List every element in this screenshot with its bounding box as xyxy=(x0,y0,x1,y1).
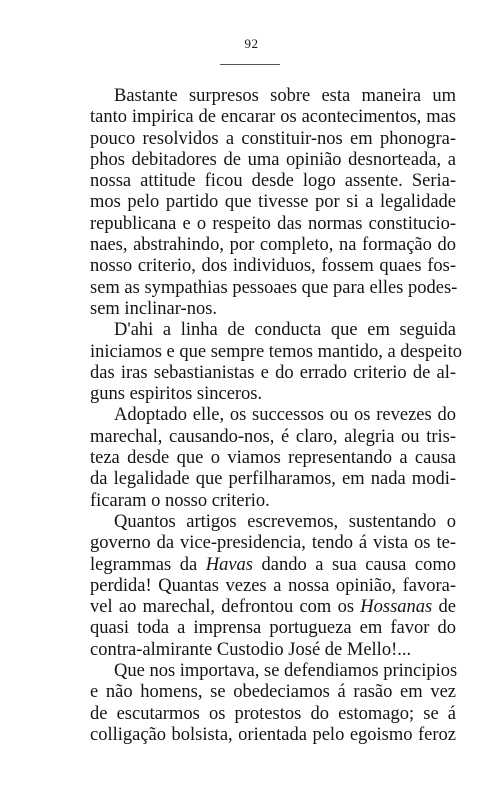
header-rule xyxy=(220,64,280,65)
text-line: Bastante surpresos sobre esta maneira um xyxy=(114,86,456,106)
paragraph xyxy=(66,86,456,320)
text-line: das iras sebastianistas e do errado criterio de al- xyxy=(90,362,456,383)
paragraph xyxy=(66,661,456,746)
text-line: governo da vice-presidencia, tendo á vista os te- xyxy=(90,533,456,554)
text-line: perdida! Quantas vezes a nossa opinião, favora- xyxy=(90,575,456,596)
paragraph xyxy=(66,405,456,511)
text-line: nosso criterio, dos individuos, fossem quaes fos- xyxy=(90,256,456,277)
text-line: naes, abstrahindo, por completo, na formação do xyxy=(90,235,456,256)
body-text xyxy=(66,86,462,746)
text-line: tanto impirica de encarar os acontecimentos, mas xyxy=(90,107,456,128)
italic-word: Havas xyxy=(205,554,253,575)
text-line: colligação bolsista, orientada pelo egoismo feroz xyxy=(90,724,456,745)
text-line: nossa attitude ficou desde logo assente. Seria- xyxy=(90,171,456,192)
paragraph xyxy=(66,320,462,405)
text-line: mos pelo partido que tivesse por si a legalidade xyxy=(90,192,456,213)
text-line: ficaram o nosso criterio. xyxy=(90,490,270,511)
text-line: Adoptado elle, os successos ou os revezes do xyxy=(114,405,456,426)
italic-word: Hossanas xyxy=(360,597,433,618)
text-line: vel ao marechal, defrontou com os Hossanas de xyxy=(90,597,456,618)
text-line: e não homens, se obedeciamos á rasão em vez xyxy=(90,682,456,703)
text-line: Quantos artigos escrevemos, sustentando o xyxy=(114,511,456,532)
text-line: republicana e o respeito das normas constitucio- xyxy=(90,213,456,234)
text-line: marechal, causando-nos, é claro, alegria ou tris- xyxy=(90,426,456,447)
text-line: iniciamos e que sempre temos mantido, a despeito xyxy=(90,341,462,362)
text-line: quasi toda a imprensa portugueza em favor do xyxy=(90,618,456,639)
text-line: phos debitadores de uma opinião desnorteada, a xyxy=(90,149,456,170)
text-line: da legalidade que perfilharamos, em nada modi- xyxy=(90,469,456,490)
text-line: D'ahi a linha de conducta que em seguida xyxy=(114,320,456,341)
text-line: de escutarmos os protestos do estomago; se á xyxy=(90,703,456,724)
text-line: Que nos importava, se defendiamos principios xyxy=(114,661,458,682)
text-line: teza desde que o viamos representando a causa xyxy=(90,448,456,469)
text-line: sem as sympathias pessoaes que para elles podes- xyxy=(90,277,458,298)
page-number: 92 xyxy=(244,36,259,51)
text-line: sem inclinar-nos. xyxy=(90,298,218,319)
text-line: legrammas da Havas dando a sua causa como xyxy=(90,554,456,575)
text-line: pouco resolvidos a constituir-nos em phonogra- xyxy=(90,128,456,149)
text-line: guns espiritos sinceros. xyxy=(90,384,263,405)
paragraph xyxy=(66,512,456,661)
text-line: contra-almirante Custodio José de Mello!... xyxy=(90,639,412,660)
